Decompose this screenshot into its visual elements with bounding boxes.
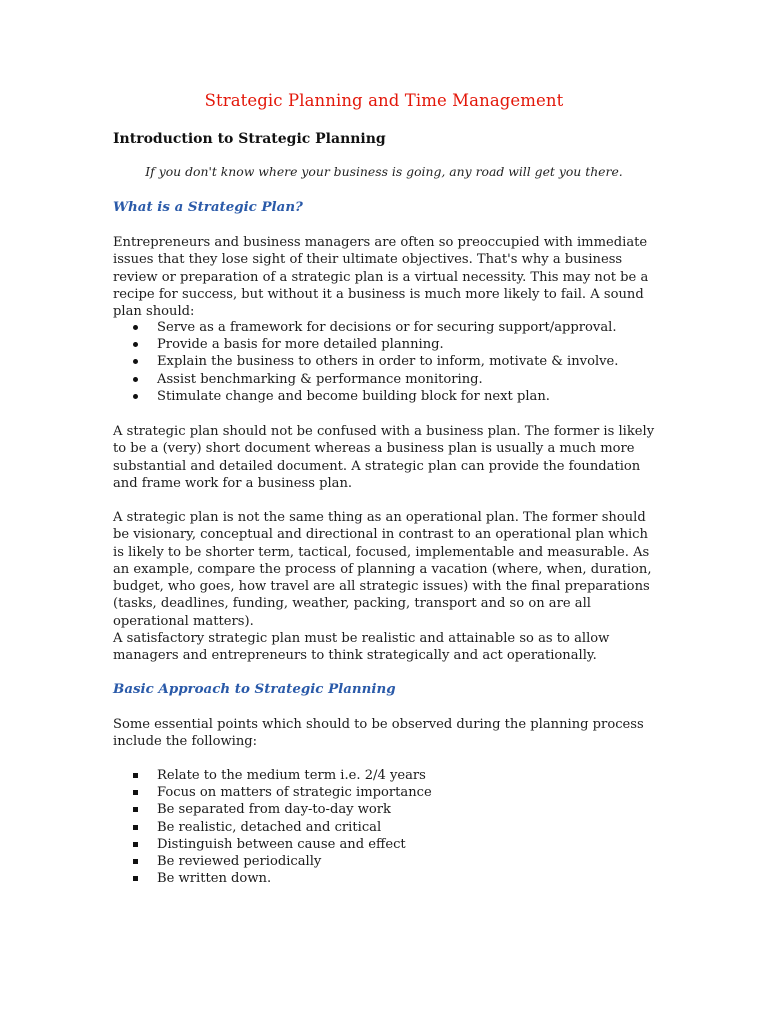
list-item-text: Relate to the medium term i.e. 2/4 years [157,768,426,783]
satisfactory-plan-paragraph: A satisfactory strategic plan must be realistic and attainable so as to allow managers and entrepreneurs to think strategically and act operationally. [113,631,610,664]
plan-benefits-list [130,319,650,405]
bullet-dot-icon [133,342,138,347]
bullet-square-icon [133,842,138,847]
bullet-dot-icon [133,394,138,399]
planning-points-list [130,767,650,887]
list-item-text: Be reviewed periodically [157,853,322,869]
list-item [130,870,650,887]
section-heading-basic-approach: Basic Approach to Strategic Planning [113,681,396,697]
list-item [130,801,650,818]
list-item-text: Focus on matters of strategic importance [157,785,432,801]
document-title: Strategic Planning and Time Management [204,91,564,110]
operational-plan-comparison-paragraph: A strategic plan is not the same thing as an operational plan. The former should be visionary, conceptual and directional in contrast to an operational plan which is likely to be shorter term, tactical, focused, implementable and measurable. As an example, compare the process of planning a vacation (where, when, duration, budget, who goes, how travel are all strategic issues) with the final preparations (tasks, deadlines, funding, weather, packing, transport and so on are all operational matters). [113,510,652,629]
list-item [130,767,650,784]
bullet-square-icon [133,859,138,864]
bullet-square-icon [133,807,138,812]
list-item-text: Provide a basis for more detailed planning. [157,337,444,353]
list-item [130,371,650,388]
list-item [130,836,650,853]
bullet-square-icon [133,825,138,830]
opening-quote: If you don't know where your business is going, any road will get you there. [145,164,623,179]
list-item-text: Be written down. [157,871,272,887]
section1-intro-paragraph: Entrepreneurs and business managers are often so preoccupied with immediate issues that they lose sight of their ultimate objectives. That's why a business review or preparation of a strategic plan is a virtual necessity. This may not be a recipe for success, but without it a business is much more likely to fail. A sound plan should: [113,235,649,320]
bullet-dot-icon [133,377,138,382]
list-item [130,388,650,405]
list-item [130,784,650,801]
bullet-square-icon [133,790,138,795]
list-item [130,853,650,870]
section-heading-what-is-strategic-plan: What is a Strategic Plan? [113,199,303,215]
section2-intro-paragraph: Some essential points which should to be observed during the planning process include the following: [113,717,644,750]
list-item-text: Be separated from day-to-day work [157,802,391,818]
bullet-square-icon [133,876,138,881]
list-item-text: Serve as a framework for decisions or for securing support/approval. [157,320,617,335]
business-plan-comparison-paragraph: A strategic plan should not be confused with a business plan. The former is likely to be a (very) short document whereas a business plan is usually a much more substantial and detailed document. A strategic plan can provide the foundation and frame work for a business plan. [113,424,655,491]
bullet-square-icon [133,773,138,778]
intro-heading: Introduction to Strategic Planning [113,131,386,147]
list-item-text: Be realistic, detached and critical [157,819,382,835]
list-item-text: Explain the business to others in order to inform, motivate & involve. [157,354,619,370]
list-item-text: Distinguish between cause and effect [157,836,406,852]
list-item [130,336,650,353]
list-item [130,319,650,336]
bullet-dot-icon [133,325,138,330]
list-item-text: Stimulate change and become building block for next plan. [157,388,550,404]
list-item [130,819,650,836]
list-item [130,353,650,370]
bullet-dot-icon [133,359,138,364]
list-item-text: Assist benchmarking & performance monitoring. [157,371,483,387]
